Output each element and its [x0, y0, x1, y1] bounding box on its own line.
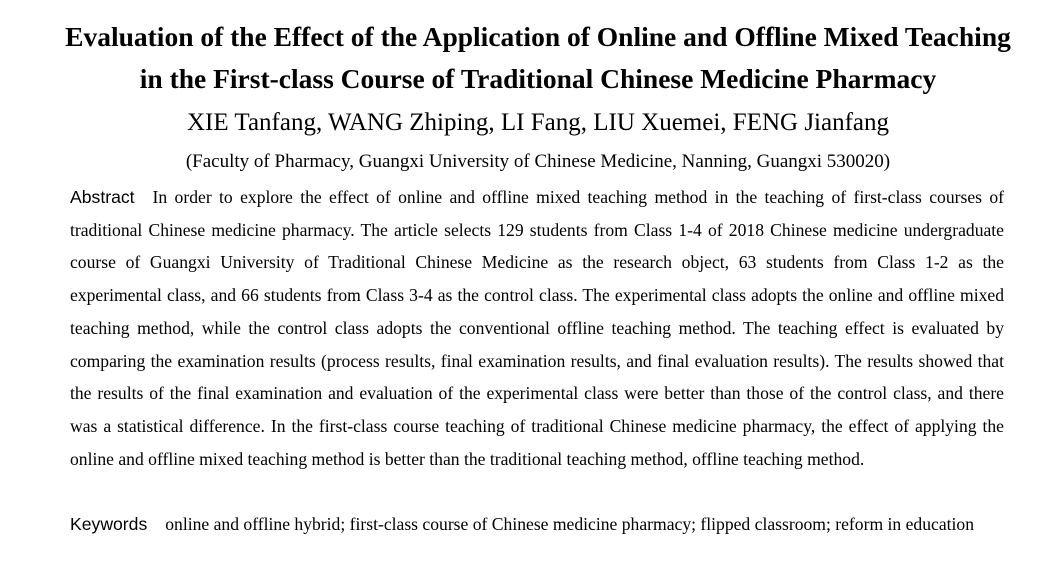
abstract-text: In order to explore the effect of online and offline mixed teaching method in the teaching of first-class courses of traditional Chinese medicine pharmacy. The article selects 129 students from Class 1-4 of 2018 Chinese medicine undergraduate course of Guangxi University of Traditional Chinese Medicine as the research object, 63 students from Class 1-2 as the experimental class, and 66 students from Class 3-4 as the control class. The experimental class adopts the online and offline mixed teaching method, while the control class adopts the conventional offline teaching method. The teaching effect is evaluated by comparing the examination results (process results, final examination results, and final evaluation results). The results showed that the results of the final examination and evaluation of the experimental class were better than those of the control class, and there was a statistical difference. In the first-class course teaching of traditional Chinese medicine pharmacy, the effect of applying the online and offline mixed teaching method is better than the traditional teaching method, offline teaching method.: [70, 187, 1004, 469]
keywords-section: [70, 508, 1004, 541]
paper-title-line-1: Evaluation of the Effect of the Application of Online and Offline Mixed Teaching: [65, 21, 1011, 52]
affiliation: (Faculty of Pharmacy, Guangxi University of Chinese Medicine, Nanning, Guangxi 530020): [185, 151, 891, 172]
abstract-section: [70, 181, 1004, 475]
paper-title-line-2: in the First-class Course of Traditional Chinese Medicine Pharmacy: [139, 63, 937, 94]
keywords-text: online and offline hybrid; first-class course of Chinese medicine pharmacy; flipped classroom; reform in education: [165, 514, 974, 534]
abstract-label: Abstract: [70, 187, 135, 207]
keywords-label: Keywords: [70, 514, 148, 534]
author-list: XIE Tanfang, WANG Zhiping, LI Fang, LIU Xuemei, FENG Jianfang: [186, 109, 890, 136]
